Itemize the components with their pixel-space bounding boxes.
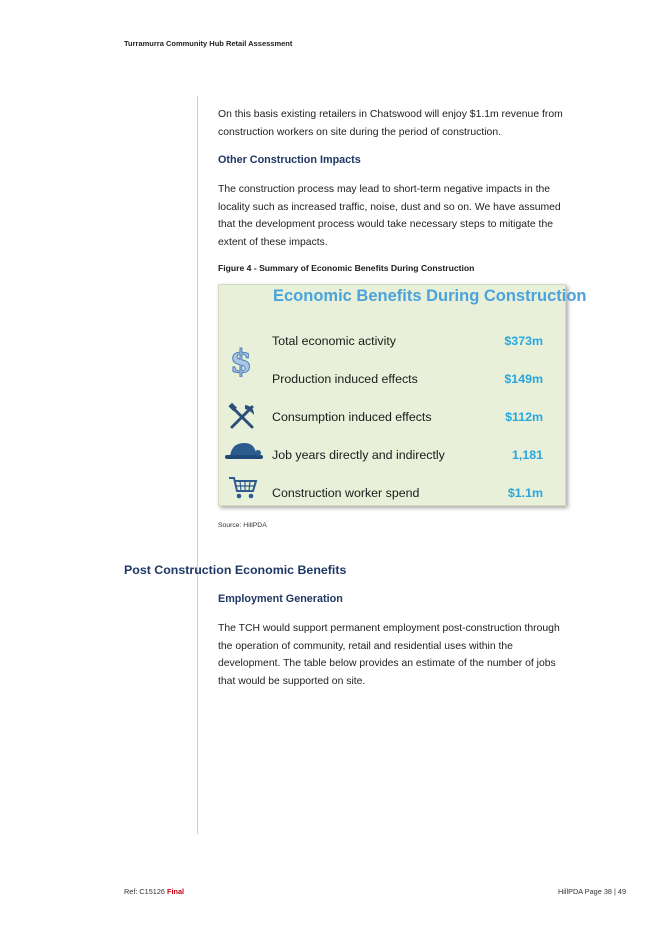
margin-rule xyxy=(197,96,198,834)
heading-employment-generation: Employment Generation xyxy=(218,593,343,605)
benefit-value-job-years: 1,181 xyxy=(511,448,543,462)
document-header-title: Turramurra Community Hub Retail Assessment xyxy=(124,39,293,48)
benefit-value-worker-spend: $1.1m xyxy=(507,486,543,500)
benefit-label-consumption: Consumption induced effects xyxy=(272,410,432,424)
paragraph-chatswood-revenue: On this basis existing retailers in Chatswood will enjoy $1.1m revenue from construction workers on site during the period of construction. xyxy=(218,109,563,138)
infographic-title: Economic Benefits During Construction xyxy=(273,287,587,305)
heading-post-construction: Post Construction Economic Benefits xyxy=(124,563,347,577)
economic-benefits-infographic xyxy=(218,284,587,506)
benefit-value-consumption: $112m xyxy=(505,410,543,424)
footer-reference xyxy=(124,887,184,896)
dollar-icon xyxy=(228,343,254,377)
benefit-label-worker-spend: Construction worker spend xyxy=(272,486,420,500)
benefit-label-job-years: Job years directly and indirectly xyxy=(272,448,445,462)
paragraph-employment: The TCH would support permanent employment post-construction through the operation of community, retail and residential uses within the development. The table below provides an estimate of the number of jobs that would be supported on site. xyxy=(218,623,560,687)
benefit-value-production: $149m xyxy=(504,372,543,386)
benefit-label-total-activity: Total economic activity xyxy=(272,334,396,348)
benefit-label-production: Production induced effects xyxy=(272,372,418,386)
benefit-value-total-activity: $373m xyxy=(504,334,543,348)
tools-icon xyxy=(228,403,256,431)
figure-caption: Figure 4 - Summary of Economic Benefits During Construction xyxy=(218,263,475,273)
footer-status: Final xyxy=(167,887,185,896)
footer-page-number: HillPDA Page 38 | 49 xyxy=(557,887,626,896)
shopping-cart-icon xyxy=(228,475,258,501)
footer-ref: Ref: C15126 xyxy=(124,887,165,896)
hard-hat-icon xyxy=(224,440,264,462)
svg-text:$: $ xyxy=(229,343,253,377)
figure-source: Source: HillPDA xyxy=(218,522,267,529)
paragraph-construction-impacts: The construction process may lead to short-term negative impacts in the locality such as increased traffic, noise, dust and so on. We have assumed that the development process would take necessary steps to mitigate the extent of these impacts. xyxy=(218,184,561,248)
heading-other-construction-impacts: Other Construction Impacts xyxy=(218,154,361,166)
